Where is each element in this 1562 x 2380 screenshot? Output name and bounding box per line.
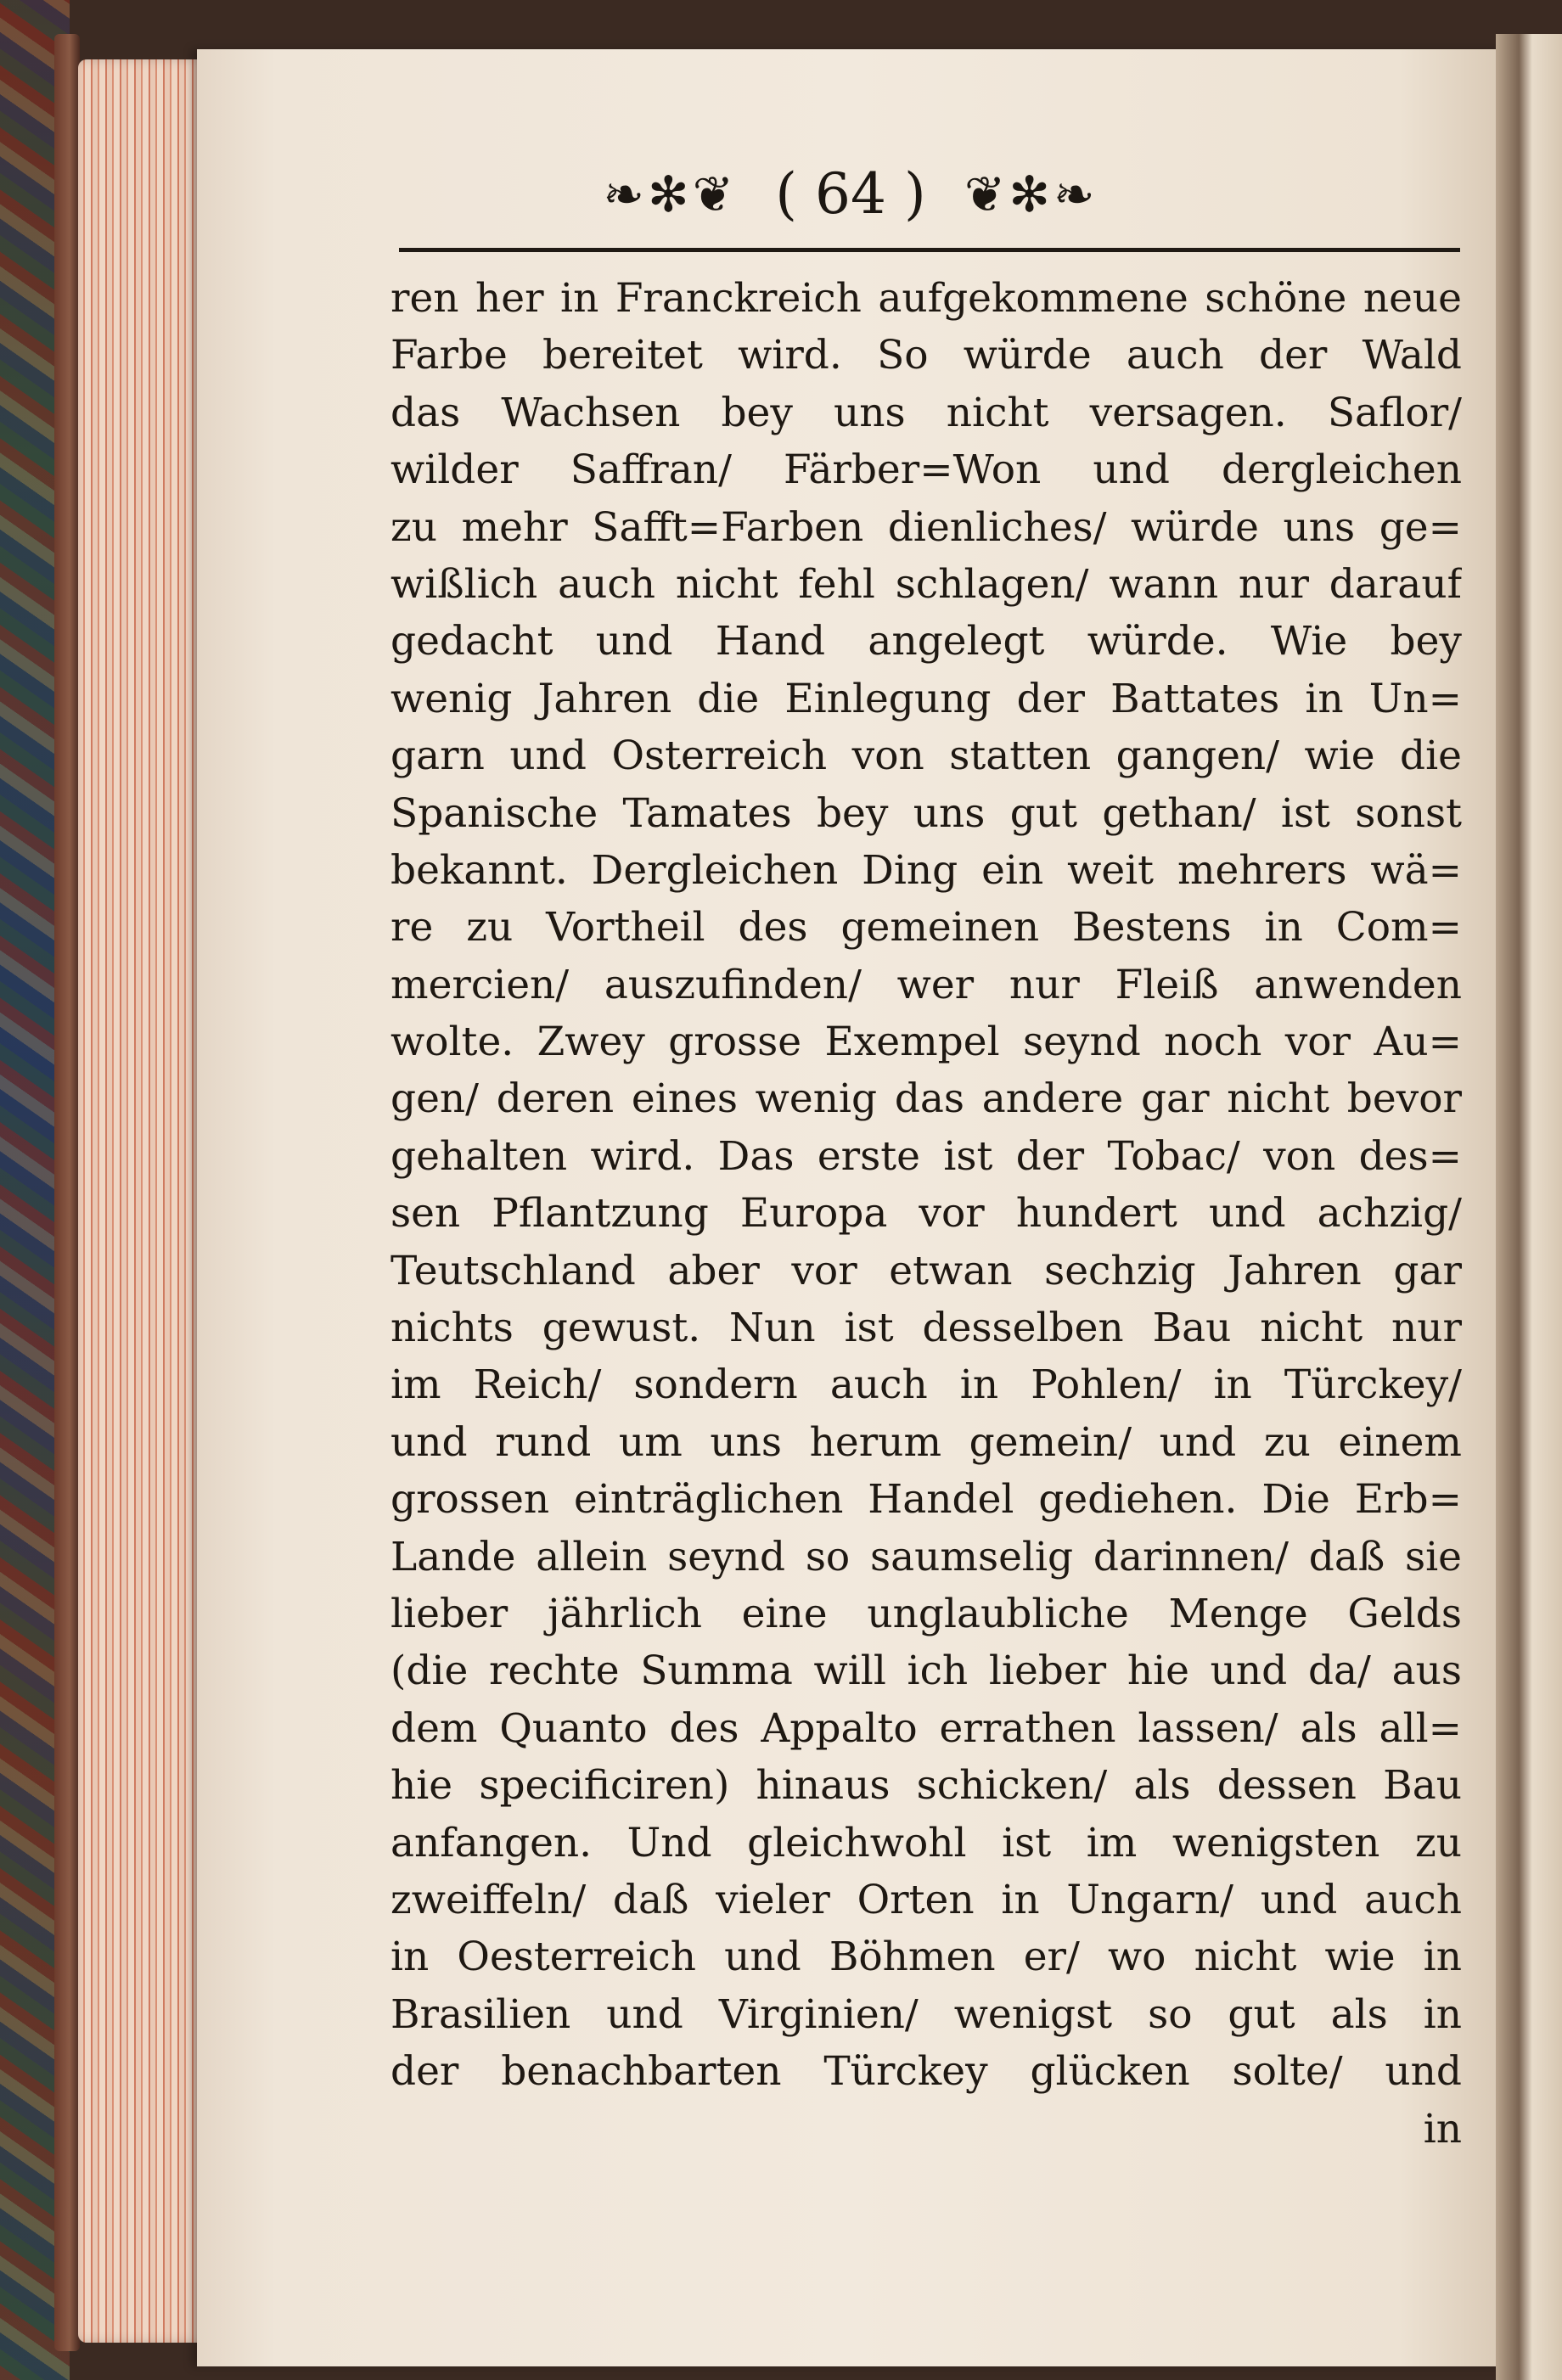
text-line: der benachbarten Türckey glücken solte/ und [390,2048,1462,2096]
text-line: sen Pflantzung Europa vor hundert und achzig/ [390,1190,1462,1238]
cover-spine-edge [54,34,80,2351]
text-line: und rund um uns herum gemein/ und zu einem [390,1418,1462,1466]
text-line: gen/ deren eines wenig das andere gar nicht bevor [390,1075,1462,1123]
ornament-left-icon: ❧✻❦ [603,165,738,223]
text-line: in Oesterreich und Böhmen er/ wo nicht wie in [390,1934,1462,1981]
header-rule [399,248,1460,252]
text-line: mercien/ auszufinden/ wer nur Fleiß anwenden [390,961,1462,1008]
text-line: grossen einträglichen Handel gediehen. Die Erb= [390,1476,1462,1524]
text-line: gehalten wird. Das erste ist der Tobac/ von des= [390,1132,1462,1180]
text-line: zu mehr Safft=Farben dienliches/ würde uns ge= [390,503,1462,551]
text-line: wenig Jahren die Einlegung der Battates in Un= [390,675,1462,722]
ornament-right-icon: ❦✻❧ [964,165,1098,223]
text-line: ren her in Franckreich aufgekommene schöne neue [390,275,1462,322]
text-line: Teutschland aber vor etwan sechzig Jahren gar [390,1247,1462,1294]
text-line: hie specificiren) hinaus schicken/ als dessen Bau [390,1762,1462,1810]
page-header [197,161,1504,227]
text-line: dem Quanto des Appalto errathen lassen/ als all= [390,1704,1462,1752]
catchword: in [1423,2105,1462,2153]
facing-page-gutter [1496,34,1562,2380]
text-line: Lande allein seynd so saumselig darinnen/ daß sie [390,1533,1462,1580]
text-line: gedacht und Hand angelegt würde. Wie bey [390,618,1462,665]
text-line: garn und Osterreich von statten gangen/ wie die [390,733,1462,780]
text-line: re zu Vortheil des gemeinen Bestens in Com= [390,904,1462,951]
text-line: anfangen. Und gleichwohl ist im wenigsten zu [390,1819,1462,1866]
text-line: zweiffeln/ daß vieler Orten in Ungarn/ und auch [390,1876,1462,1923]
text-line: wolte. Zwey grosse Exempel seynd noch vor Au= [390,1019,1462,1066]
text-line: Brasilien und Virginien/ wenigst so gut als in [390,1990,1462,2038]
text-line: lieber jährlich eine unglaubliche Menge Gelds [390,1590,1462,1637]
text-line: bekannt. Dergleichen Ding ein weit mehrers wä= [390,846,1462,894]
text-line: (die rechte Summa will ich lieber hie und da/ aus [390,1647,1462,1695]
page-number: ( 64 ) [775,161,926,227]
text-block [390,270,1462,2158]
page-stack-edge [78,59,205,2343]
text-line: wilder Saffran/ Färber=Won und dergleichen [390,446,1462,494]
text-line: wißlich auch nicht fehl schlagen/ wann nur darauf [390,560,1462,608]
text-line: im Reich/ sondern auch in Pohlen/ in Türckey/ [390,1361,1462,1409]
text-line: das Wachsen bey uns nicht versagen. Saflor/ [390,389,1462,436]
text-line: Farbe bereitet wird. So würde auch der Wald [390,332,1462,379]
text-line: Spanische Tamates bey uns gut gethan/ ist sonst [390,789,1462,837]
text-line: nichts gewust. Nun ist desselben Bau nicht nur [390,1305,1462,1352]
